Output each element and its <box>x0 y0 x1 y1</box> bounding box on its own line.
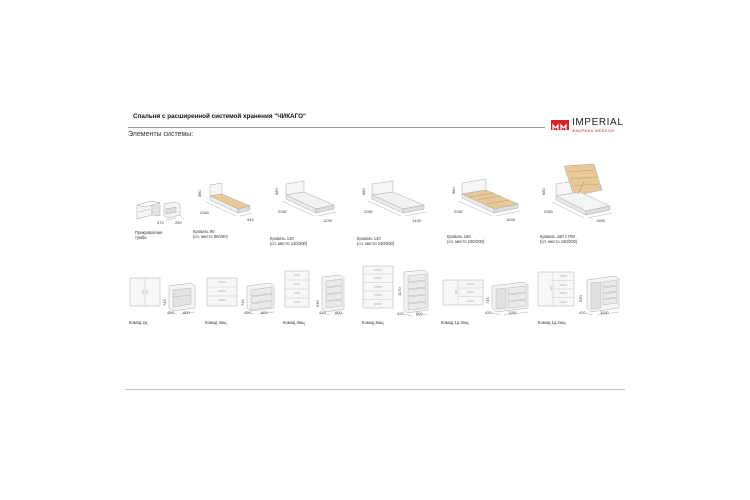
dim-depth: 420 <box>397 311 404 316</box>
logo-name: IMPERIAL <box>572 117 624 128</box>
dim-depth: 420 <box>579 310 586 315</box>
dim-width: 1150 <box>508 310 517 315</box>
dim-length: 2060 <box>544 209 553 214</box>
page-title: Спальня с расширенной системой хранения "ЧИКАГО" <box>133 113 306 120</box>
dim-height: 1170 <box>397 287 402 296</box>
dim-length: 2060 <box>364 209 373 214</box>
header-divider <box>128 127 545 128</box>
bed-160-caption: Кровать 160 (сп. место 160/200) <box>447 234 485 244</box>
dim-depth: 420 <box>167 310 174 315</box>
chest-4n-item <box>282 265 357 330</box>
bed-140-caption: Кровать 140 (сп. место 140/200) <box>357 236 395 246</box>
logo-tagline: ФАБРИКА МЕБЕЛИ <box>572 128 615 133</box>
bed-140-drawing <box>357 180 437 225</box>
dim-width: 1445 <box>412 218 421 223</box>
bed-90-caption: Кровать 90 (сп. место 90/200) <box>193 229 228 239</box>
dim-length: 2060 <box>200 210 209 215</box>
bottom-divider <box>125 389 625 390</box>
dim-width: 800 <box>261 310 268 315</box>
nightstand-item <box>130 185 190 245</box>
dim-width: 1100 <box>600 310 609 315</box>
chest-2d-drawing <box>125 270 200 315</box>
dim-height: 745 <box>162 299 167 306</box>
bed-160-drawing <box>448 178 530 223</box>
dim-width: 945 <box>247 217 254 222</box>
chest-1d4n-caption: Комод 1д 4нщ <box>538 320 566 325</box>
chest-2d-caption: Комод 2д <box>129 320 148 325</box>
chest-1d3n-item <box>440 270 532 330</box>
bed-120-item <box>270 180 350 245</box>
brand-logo <box>551 116 629 133</box>
dim-height: 880 <box>451 187 456 194</box>
dim-depth: 370 <box>157 220 164 225</box>
chest-3n-drawing <box>204 270 279 315</box>
bed-160-lift-item <box>538 162 620 245</box>
chest-5n-item <box>360 262 440 330</box>
dim-depth: 420 <box>485 310 492 315</box>
dim-depth: 420 <box>319 310 326 315</box>
chest-1d3n-drawing <box>440 270 532 315</box>
dim-height: 745 <box>240 299 245 306</box>
dim-height: 880 <box>541 188 546 195</box>
dim-width: 1645 <box>506 217 515 222</box>
dim-width: 600 <box>416 311 423 316</box>
subtitle: Элементы системы: <box>128 131 194 138</box>
dim-height: 880 <box>274 188 279 195</box>
chest-1d4n-item <box>535 266 625 330</box>
dim-width: 1245 <box>323 218 332 223</box>
dim-height: 880 <box>197 190 202 197</box>
chest-2d-item <box>125 270 200 330</box>
bed-120-drawing <box>270 180 350 225</box>
chest-3n-item <box>204 270 279 330</box>
dim-height: 930 <box>578 295 583 302</box>
bed-90-item <box>192 180 262 245</box>
chest-3n-caption: Комод 3нщ <box>205 320 227 325</box>
bed-140-item <box>357 180 437 245</box>
nightstand-drawing <box>130 185 190 225</box>
dim-width: 1665 <box>596 218 605 223</box>
logo-mark-icon <box>551 120 569 130</box>
dim-height: 880 <box>361 188 366 195</box>
dim-width: 800 <box>183 310 190 315</box>
dim-width: 600 <box>335 310 342 315</box>
nightstand-caption: Прикроватная тумба <box>135 230 163 240</box>
bed-160-lift-caption: Кровать 160 с ПМ (сп. место 160/200) <box>540 234 578 244</box>
chest-5n-caption: Комод 5нщ <box>362 320 384 325</box>
dim-height: 280 <box>175 220 182 225</box>
chest-4n-drawing <box>282 265 357 315</box>
dim-depth: 420 <box>244 310 251 315</box>
bed-160-item <box>448 178 530 245</box>
dim-height: 930 <box>315 300 320 307</box>
bed-120-caption: Кровать 120 (сп. место 120/200) <box>270 236 308 246</box>
dim-length: 2060 <box>454 209 463 214</box>
chest-4n-caption: Комод 4нщ <box>283 320 305 325</box>
dim-height: 745 <box>485 297 490 304</box>
chest-1d3n-caption: Комод 1д 3нщ <box>441 320 469 325</box>
chest-1d4n-drawing <box>535 266 625 316</box>
dim-length: 2060 <box>278 209 287 214</box>
bed-160-lift-drawing <box>538 162 620 224</box>
